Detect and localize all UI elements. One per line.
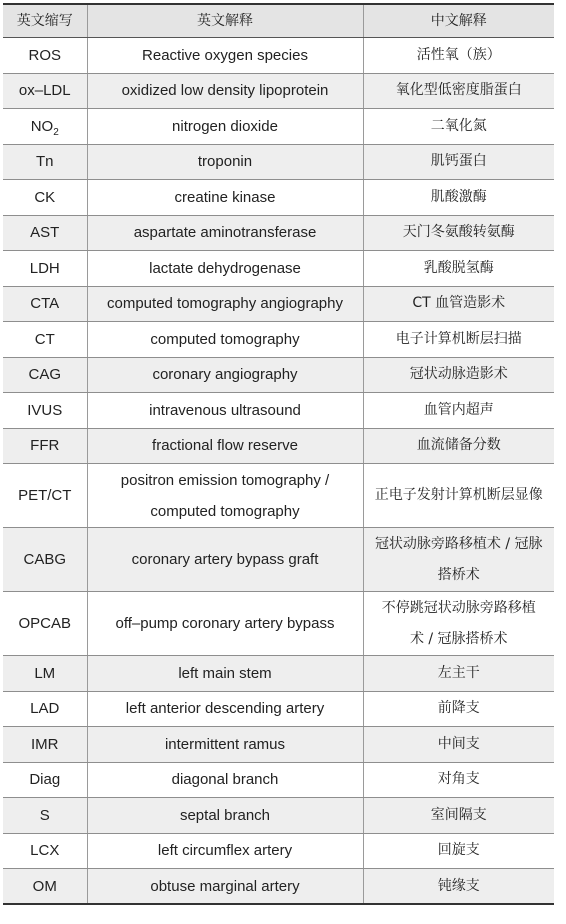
table-row (3, 144, 554, 180)
english-cell: oxidized low density lipoprotein (87, 73, 363, 109)
abbr-cell (3, 109, 87, 145)
english-cell: left anterior descending artery (87, 691, 363, 727)
abbr-cell: ox–LDL (3, 73, 87, 109)
chinese-cell: 对角支 (363, 762, 554, 798)
abbr-cell: IVUS (3, 393, 87, 429)
abbr-cell: PET/CT (3, 464, 87, 528)
table-row (3, 798, 554, 834)
abbr-cell: AST (3, 215, 87, 251)
chinese-cell: 天门冬氨酸转氨酶 (363, 215, 554, 251)
table-header (3, 4, 554, 38)
abbr-cell: S (3, 798, 87, 834)
abbr-cell: Tn (3, 144, 87, 180)
table-row (3, 73, 554, 109)
english-cell: left circumflex artery (87, 833, 363, 869)
chinese-cell: 左主干 (363, 656, 554, 692)
table-row (3, 727, 554, 763)
english-cell: Reactive oxygen species (87, 38, 363, 74)
english-cell: diagonal branch (87, 762, 363, 798)
chinese-line: 不停跳冠状动脉旁路移植 (381, 599, 536, 616)
chinese-cell: 中间支 (363, 727, 554, 763)
table-body (3, 38, 554, 905)
english-cell: intermittent ramus (87, 727, 363, 763)
chinese-cell (363, 528, 554, 592)
table-row (3, 833, 554, 869)
abbr-cell: LDH (3, 251, 87, 287)
table-row (3, 357, 554, 393)
abbr-cell: FFR (3, 428, 87, 464)
abbr-cell: CABG (3, 528, 87, 592)
table-row (3, 762, 554, 798)
chinese-line: 冠状动脉旁路移植术 / 冠脉 (374, 535, 543, 552)
table-row (3, 215, 554, 251)
english-line: positron emission tomography / (120, 471, 330, 489)
chinese-cell: 乳酸脱氢酶 (363, 251, 554, 287)
chinese-cell: 电子计算机断层扫描 (363, 322, 554, 358)
english-cell (87, 464, 363, 528)
abbr-subscript: 2 (53, 126, 59, 138)
header-english-explanation: 英文解释 (87, 4, 363, 38)
table-row (3, 393, 554, 429)
chinese-cell: 活性氧（族） (363, 38, 554, 74)
table-row (3, 286, 554, 322)
table-row (3, 691, 554, 727)
chinese-cell: 钝缘支 (363, 869, 554, 905)
english-cell: nitrogen dioxide (87, 109, 363, 145)
chinese-cell: 回旋支 (363, 833, 554, 869)
english-cell: septal branch (87, 798, 363, 834)
chinese-line: 搭桥术 (437, 566, 480, 583)
abbr-cell: LCX (3, 833, 87, 869)
english-cell: left main stem (87, 656, 363, 692)
english-cell: obtuse marginal artery (87, 869, 363, 905)
english-cell: computed tomography (87, 322, 363, 358)
english-cell: computed tomography angiography (87, 286, 363, 322)
abbr-cell: CT (3, 322, 87, 358)
header-row (3, 4, 554, 38)
table-row (3, 464, 554, 528)
abbr-cell: ROS (3, 38, 87, 74)
abbr-cell: IMR (3, 727, 87, 763)
abbr-cell: OM (3, 869, 87, 905)
english-cell: aspartate aminotransferase (87, 215, 363, 251)
abbr-cell: CAG (3, 357, 87, 393)
chinese-cell: 正电子发射计算机断层显像 (363, 464, 554, 528)
chinese-cell: 血管内超声 (363, 393, 554, 429)
chinese-cell: 血流储备分数 (363, 428, 554, 464)
chinese-cell: 冠状动脉造影术 (363, 357, 554, 393)
abbr-cell: CTA (3, 286, 87, 322)
table-row (3, 109, 554, 145)
english-cell: off–pump coronary artery bypass (87, 592, 363, 656)
table-row (3, 251, 554, 287)
table-row (3, 592, 554, 656)
abbr-cell: Diag (3, 762, 87, 798)
english-cell: fractional flow reserve (87, 428, 363, 464)
chinese-line: 术 / 冠脉搭桥术 (409, 630, 508, 647)
chinese-cell: 二氧化氮 (363, 109, 554, 145)
table-row (3, 428, 554, 464)
english-cell: troponin (87, 144, 363, 180)
chinese-cell: 前降支 (363, 691, 554, 727)
table-row (3, 180, 554, 216)
table-row (3, 322, 554, 358)
chinese-cell: 氧化型低密度脂蛋白 (363, 73, 554, 109)
english-cell: lactate dehydrogenase (87, 251, 363, 287)
table-row (3, 869, 554, 905)
english-cell: creatine kinase (87, 180, 363, 216)
chinese-cell (363, 592, 554, 656)
abbr-cell: LM (3, 656, 87, 692)
english-line: computed tomography (150, 502, 300, 520)
chinese-cell: 肌钙蛋白 (363, 144, 554, 180)
chinese-cell: 肌酸激酶 (363, 180, 554, 216)
abbr-cell: CK (3, 180, 87, 216)
header-abbreviation: 英文缩写 (3, 4, 87, 38)
chinese-cell: 室间隔支 (363, 798, 554, 834)
english-cell: intravenous ultrasound (87, 393, 363, 429)
chinese-cell: CT 血管造影术 (363, 286, 554, 322)
table-row (3, 656, 554, 692)
english-cell: coronary angiography (87, 357, 363, 393)
table-row (3, 528, 554, 592)
abbreviation-table (3, 3, 554, 905)
abbr-cell: OPCAB (3, 592, 87, 656)
english-cell: coronary artery bypass graft (87, 528, 363, 592)
abbr-base: NO (30, 117, 54, 135)
header-chinese-explanation: 中文解释 (363, 4, 554, 38)
table-row (3, 38, 554, 74)
abbr-cell: LAD (3, 691, 87, 727)
